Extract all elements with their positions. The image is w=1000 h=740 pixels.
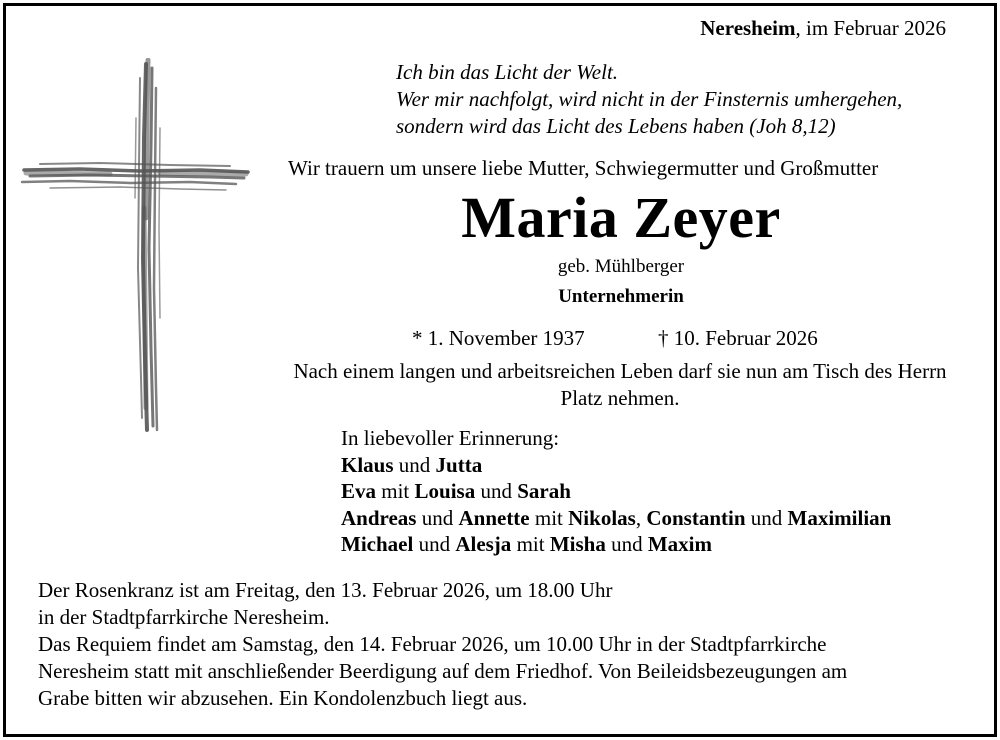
place-name: Neresheim: [700, 16, 796, 40]
verse-line: Wer mir nachfolgt, wird nicht in der Finsternis umhergehen,: [396, 87, 903, 111]
family-name: Annette: [458, 505, 530, 530]
family-connector: mit: [511, 532, 550, 556]
family-connector: und: [475, 479, 518, 503]
family-name: Maxim: [647, 532, 712, 556]
family-row: [341, 452, 891, 479]
mourning-intro: Wir trauern um unsere liebe Mutter, Schwiegermutter und Großmutter: [288, 156, 879, 180]
family-name: Eva: [341, 479, 377, 503]
maiden-name: geb. Mühlberger: [557, 256, 685, 277]
service-line: Neresheim statt mit anschließender Beerdigung auf dem Friedhof. Von Beileidsbezeugungen am: [38, 659, 848, 683]
family-name: Misha: [549, 532, 606, 556]
family-list: [341, 425, 891, 558]
family-heading: In liebevoller Erinnerung:: [341, 426, 560, 450]
service-details: [38, 577, 847, 712]
verse-line: Ich bin das Licht der Welt.: [396, 60, 619, 84]
family-name: Alesja: [455, 532, 512, 556]
cross-icon: [20, 58, 252, 436]
service-line: Grabe bitten wir abzusehen. Ein Kondolenzbuch liegt aus.: [38, 686, 528, 710]
family-connector: und: [605, 532, 648, 556]
family-connector: und: [416, 505, 459, 530]
occupation: Unternehmerin: [558, 286, 684, 307]
service-line: Das Requiem findet am Samstag, den 14. Februar 2026, um 10.00 Uhr in der Stadtpfarrkirche: [38, 632, 827, 656]
family-connector: ,: [635, 505, 647, 530]
service-line: Der Rosenkranz ist am Freitag, den 13. Februar 2026, um 18.00 Uhr: [38, 578, 613, 602]
family-name: Andreas: [341, 505, 417, 530]
family-name: Maximilian: [787, 505, 892, 530]
family-name: Sarah: [517, 479, 571, 503]
family-name: Constantin: [646, 505, 746, 530]
life-text: Nach einem langen und arbeitsreichen Leben darf sie nun am Tisch des Herrn Platz nehmen.: [293, 359, 947, 410]
family-connector: und: [393, 452, 436, 477]
family-name: Jutta: [435, 452, 483, 477]
place-date: [700, 16, 946, 41]
family-row: [341, 478, 891, 505]
family-name: Klaus: [341, 452, 394, 477]
family-row: [341, 505, 891, 532]
family-connector: mit: [376, 479, 415, 503]
bible-verse: [396, 59, 902, 140]
birth-date: * 1. November 1937: [412, 326, 585, 350]
family-name: Michael: [341, 532, 414, 556]
family-connector: und: [413, 532, 456, 556]
family-name: Louisa: [414, 479, 476, 503]
verse-line: sondern wird das Licht des Lebens haben (Joh 8,12): [396, 114, 836, 138]
family-row: [341, 531, 891, 558]
family-connector: mit: [529, 505, 569, 530]
death-date: † 10. Februar 2026: [658, 326, 818, 350]
family-name: Nikolas: [568, 505, 636, 530]
date-text: , im Februar 2026: [795, 16, 946, 40]
deceased-name: Maria Zeyer: [461, 185, 781, 250]
service-line: in der Stadtpfarrkirche Neresheim.: [38, 605, 330, 629]
family-connector: und: [745, 505, 788, 530]
